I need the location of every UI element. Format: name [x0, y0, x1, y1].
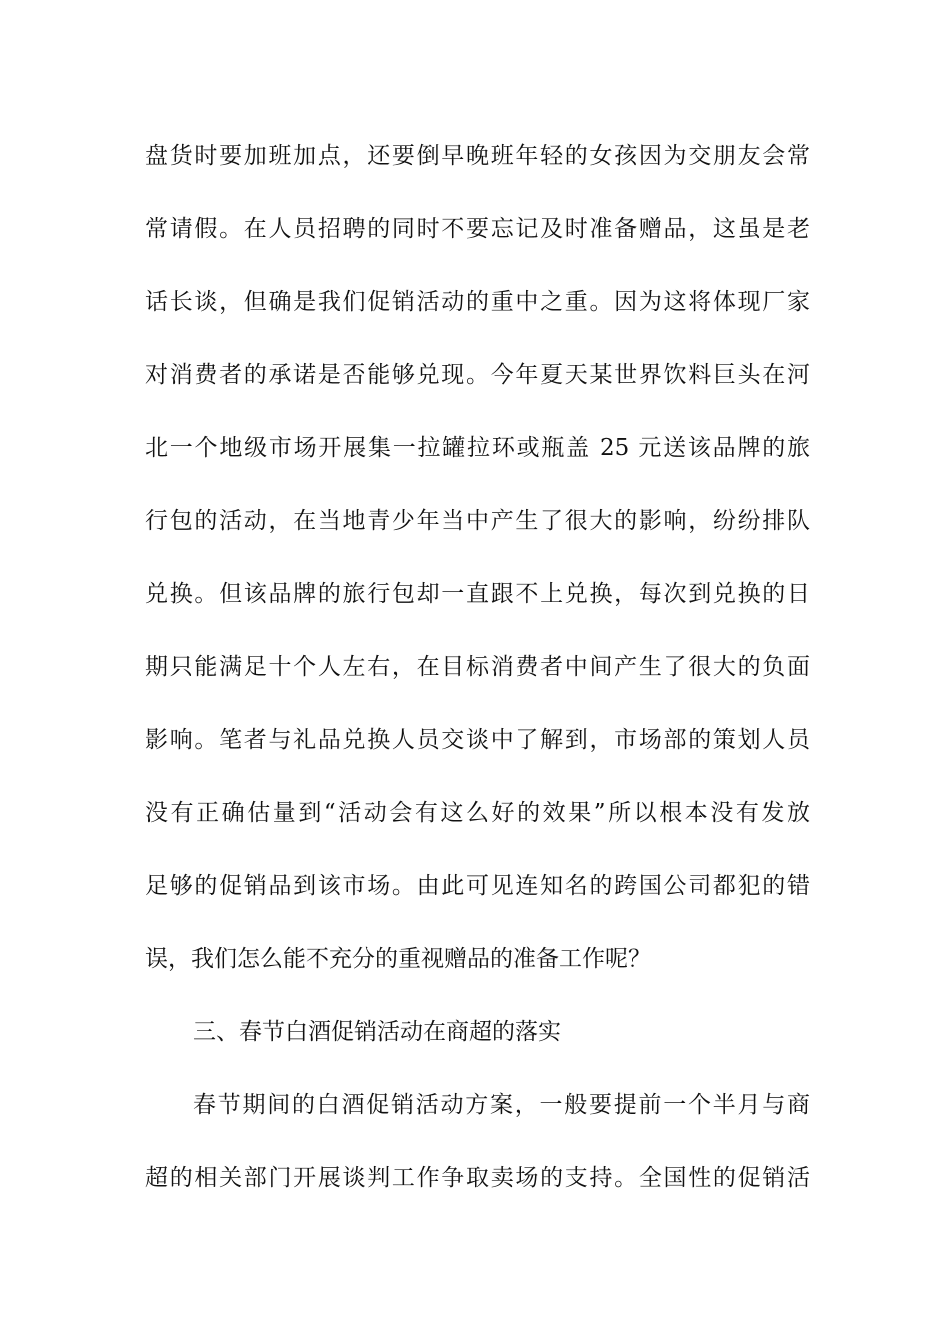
section-heading: 三、春节白酒促销活动在商超的落实: [193, 1019, 561, 1045]
text-line: 对消费者的承诺是否能够兑现。今年夏天某世界饮料巨头在河: [145, 362, 810, 388]
text-line: 常请假。在人员招聘的同时不要忘记及时准备赠品，这虽是老: [145, 216, 810, 242]
text-line: 期只能满足十个人左右，在目标消费者中间产生了很大的负面: [145, 654, 810, 680]
text-line: 盘货时要加班加点，还要倒早晚班年轻的女孩因为交朋友会常: [145, 143, 810, 169]
text-line: 话长谈，但确是我们促销活动的重中之重。因为这将体现厂家: [145, 289, 810, 315]
text-line: 没有正确估量到“活动会有这么好的效果”所以根本没有发放: [145, 800, 810, 826]
text-line: 超的相关部门开展谈判工作争取卖场的支持。全国性的促销活: [145, 1165, 810, 1191]
text-line: 春节期间的白酒促销活动方案，一般要提前一个半月与商: [193, 1092, 810, 1118]
text-line: 足够的促销品到该市场。由此可见连知名的跨国公司都犯的错: [145, 873, 810, 899]
text-line: 北一个地级市场开展集一拉罐拉环或瓶盖 25 元送该品牌的旅: [145, 435, 810, 461]
text-line: 兑换。但该品牌的旅行包却一直跟不上兑换，每次到兑换的日: [145, 581, 810, 607]
text-line: 误，我们怎么能不充分的重视赠品的准备工作呢？: [145, 946, 651, 972]
text-line: 影响。笔者与礼品兑换人员交谈中了解到，市场部的策划人员: [145, 727, 810, 753]
text-line: 行包的活动，在当地青少年当中产生了很大的影响，纷纷排队: [145, 508, 810, 534]
